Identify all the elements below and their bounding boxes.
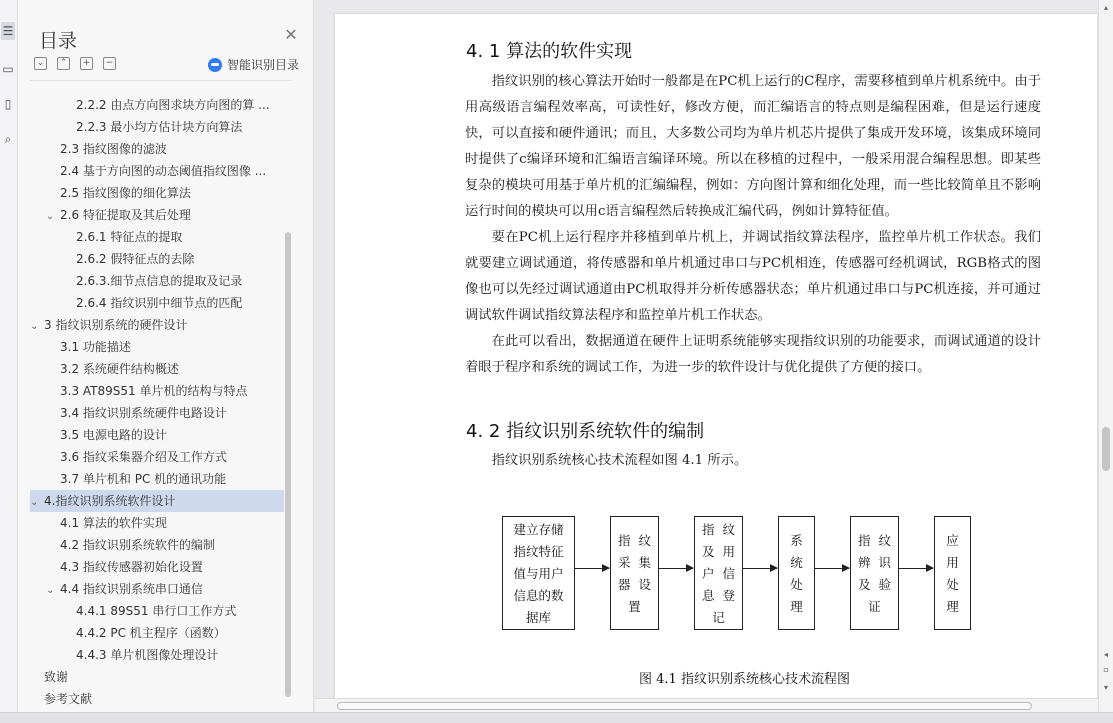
toc-item[interactable]	[46, 578, 284, 600]
toc-panel	[18, 0, 314, 712]
toc-item[interactable]	[46, 534, 284, 556]
toc-item-label: 4.指纹识别系统软件设计	[44, 494, 176, 508]
toc-item-label: 4.4.2 PC 机主程序（函数）	[76, 626, 226, 640]
toc-item-label: 参考文献	[44, 692, 93, 706]
toc-item[interactable]	[46, 402, 284, 424]
toc-item-label: 2.6.2 假特征点的去除	[76, 252, 195, 266]
page-icon[interactable]: ▫	[1103, 665, 1109, 674]
flow-step-label: 建立存储 指纹特征 值与用户 信息的数 据库	[513, 522, 564, 625]
toc-item-label: 2.3 指纹图像的滤波	[60, 142, 167, 156]
toc-item-label: 3.4 指纹识别系统硬件电路设计	[60, 406, 227, 420]
section-4-1-body	[465, 69, 1041, 381]
toc-item-label: 4.1 算法的软件实现	[60, 516, 167, 530]
flow-step-box	[610, 516, 659, 630]
toc-item[interactable]	[62, 270, 284, 292]
collapse-down-icon[interactable]: ⌄	[34, 57, 47, 70]
toc-item-label: 2.6.1 特征点的提取	[76, 230, 183, 244]
toc-item-label: 3.6 指纹采集器介绍及工作方式	[60, 450, 227, 464]
remove-heading-icon[interactable]: −	[103, 57, 116, 70]
flow-step-box	[694, 516, 743, 630]
paragraph: 在此可以看出，数据通道在硬件上证明系统能够实现指纹识别的功能要求，而调试通道的设计着眼于程序和系统的调试工作，为进一步的软件设计与优化提供了方便的接口。	[465, 334, 1041, 375]
bookmark-icon[interactable]: ▯	[4, 97, 12, 111]
flow-arrow	[575, 568, 609, 569]
flow-step-label: 应 用 处 理	[946, 533, 959, 614]
toc-item[interactable]	[46, 160, 284, 182]
toc-item[interactable]	[62, 292, 284, 314]
toc-item-label: 3.3 AT89S51 单片机的结构与特点	[60, 384, 248, 398]
toc-item-label: 3 指纹识别系统的硬件设计	[44, 318, 188, 332]
toc-item[interactable]	[62, 248, 284, 270]
chevron-down-icon[interactable]: ⌄	[30, 497, 39, 508]
toc-item[interactable]	[30, 666, 284, 688]
section-heading-4-1: 4. 1 算法的软件实现	[466, 41, 633, 62]
toc-toolbar	[34, 57, 116, 70]
toc-item[interactable]	[46, 556, 284, 578]
toc-item-label: 3.1 功能描述	[60, 340, 131, 354]
smart-toc-button[interactable]	[208, 56, 299, 73]
toc-item-label: 致谢	[44, 670, 69, 684]
toc-item[interactable]	[46, 182, 284, 204]
toc-item-label: 2.2.3 最小均方估计块方向算法	[76, 120, 243, 134]
flow-step-box	[934, 516, 971, 630]
vertical-scrollbar[interactable]	[1098, 0, 1113, 712]
toc-item[interactable]	[30, 688, 284, 710]
chevron-down-icon[interactable]: ⌄	[30, 321, 39, 332]
flow-step-box	[502, 516, 575, 630]
toc-item[interactable]	[46, 138, 284, 160]
flow-step-label: 指 纹 辨 识 及 验 证	[858, 533, 891, 614]
toc-item-label: 2.5 指纹图像的细化算法	[60, 186, 191, 200]
toc-list	[30, 80, 292, 706]
toc-item[interactable]	[62, 226, 284, 248]
prev-page-icon[interactable]: ◂	[1103, 650, 1108, 659]
toc-item-label: 3.5 电源电路的设计	[60, 428, 167, 442]
toc-item[interactable]	[62, 116, 284, 138]
flow-arrow	[743, 568, 777, 569]
toc-item[interactable]	[62, 600, 284, 622]
toc-item[interactable]	[62, 622, 284, 644]
toc-item[interactable]	[46, 468, 284, 490]
toc-item[interactable]	[46, 204, 284, 226]
toc-item[interactable]	[30, 490, 284, 512]
horizontal-scrollbar[interactable]	[315, 698, 1098, 712]
vertical-scroll-thumb[interactable]	[1102, 427, 1110, 471]
toc-item-label: 4.4.3 单片机图像处理设计	[76, 648, 219, 662]
close-icon[interactable]: ✕	[284, 25, 298, 44]
toc-item[interactable]	[46, 512, 284, 534]
flow-arrow	[659, 568, 693, 569]
toc-item[interactable]	[30, 314, 284, 336]
figure-caption: 图 4.1 指纹识别系统核心技术流程图	[639, 672, 850, 687]
toc-item-label: 4.2 指纹识别系统软件的编制	[60, 538, 215, 552]
paragraph: 指纹识别的核心算法开始时一般都是在PC机上运行的C程序，需要移植到单片机系统中。由于用高级语言编程效率高，可读性好，修改方便，而汇编语言的特点则是编程困难，但是运行速度快，可以直接和硬件通讯；而且，大多数公司均为单片机芯片提供了集成开发环境，该集成环境同时提供了c编译环境和汇编语言编译环境。所以在移植的过程中，一般采用混合编程思想。即某些复杂的模块可用基于单片机的汇编编程，例如：方向图计算和细化处理，而一些比较简单且不影响运行时间的模块可以用c语言编程然后转换成汇编代码，例如计算特征值。	[465, 74, 1041, 219]
scroll-down-icon[interactable]: ▾	[1103, 683, 1108, 692]
expand-up-icon[interactable]: ⌃	[57, 57, 70, 70]
flow-step-label: 系 统 处 理	[790, 533, 803, 614]
toc-item-label: 4.4.1 89S51 串行口工作方式	[76, 604, 237, 618]
toc-item-label: 2.4 基于方向图的动态阈值指纹图像 ...	[60, 164, 267, 178]
toc-item-label: 3.2 系统硬件结构概述	[60, 362, 179, 376]
section-heading-4-2: 4. 2 指纹识别系统软件的编制	[466, 421, 705, 442]
status-bar	[0, 712, 1113, 723]
flow-arrow	[899, 568, 933, 569]
paragraph: 指纹识别系统核心技术流程如图 4.1 所示。	[491, 453, 748, 468]
horizontal-scroll-thumb[interactable]	[337, 702, 1032, 710]
page-thumbnail-icon[interactable]: ▭	[2, 62, 14, 76]
flow-step-label: 指 纹 及 用 户 信 息 登 记	[702, 522, 735, 625]
chevron-down-icon[interactable]: ⌄	[46, 585, 55, 596]
toc-item-label: 2.6 特征提取及其后处理	[60, 208, 191, 222]
toc-item[interactable]	[46, 446, 284, 468]
flow-step-label: 指 纹 采 集 器 设 置	[618, 533, 651, 614]
toc-item[interactable]	[62, 94, 284, 116]
paragraph: 要在PC机上运行程序并移植到单片机上，并调试指纹算法程序，监控单片机工作状态。我们就要建立调试通道，将传感器和单片机通过串口与PC机相连，传感器可经机调试，RGB格式的图像也可以先经过调试通道由PC机取得并分析传感器状态；单片机通过串口与PC机连接，并可通过调试软件调试指纹算法程序和监控单片机工作状态。	[465, 230, 1041, 323]
flow-step-box	[850, 516, 899, 630]
toc-item-label: 2.6.3.细节点信息的提取及记录	[76, 274, 243, 288]
toc-panel-icon[interactable]: ☰	[2, 24, 14, 38]
toc-item-label: 2.2.2 由点方向图求块方向图的算 ...	[76, 98, 270, 112]
toc-item-label: 4.4 指纹识别系统串口通信	[60, 582, 203, 596]
scroll-up-icon[interactable]: ▴	[1103, 3, 1108, 12]
toc-item[interactable]	[46, 358, 284, 380]
section-4-2-body	[465, 448, 1041, 474]
smart-toc-icon	[208, 58, 222, 72]
search-icon[interactable]: ⌕	[4, 132, 12, 146]
toc-item-label: 3.7 单片机和 PC 机的通讯功能	[60, 472, 227, 486]
chevron-down-icon[interactable]: ⌄	[46, 211, 55, 222]
flow-step-box	[778, 516, 815, 630]
toc-item[interactable]	[46, 380, 284, 402]
side-toolbar	[0, 0, 18, 712]
toc-item[interactable]	[46, 336, 284, 358]
toc-item[interactable]	[46, 424, 284, 446]
toc-scrollbar[interactable]	[285, 232, 291, 697]
flow-arrow	[815, 568, 849, 569]
smart-toc-label: 智能识别目录	[227, 58, 300, 72]
toc-title: 目录	[39, 30, 78, 52]
toc-item-label: 4.3 指纹传感器初始化设置	[60, 560, 203, 574]
add-heading-icon[interactable]: +	[80, 57, 93, 70]
toc-item[interactable]	[62, 644, 284, 666]
toc-item-label: 2.6.4 指纹识别中细节点的匹配	[76, 296, 243, 310]
